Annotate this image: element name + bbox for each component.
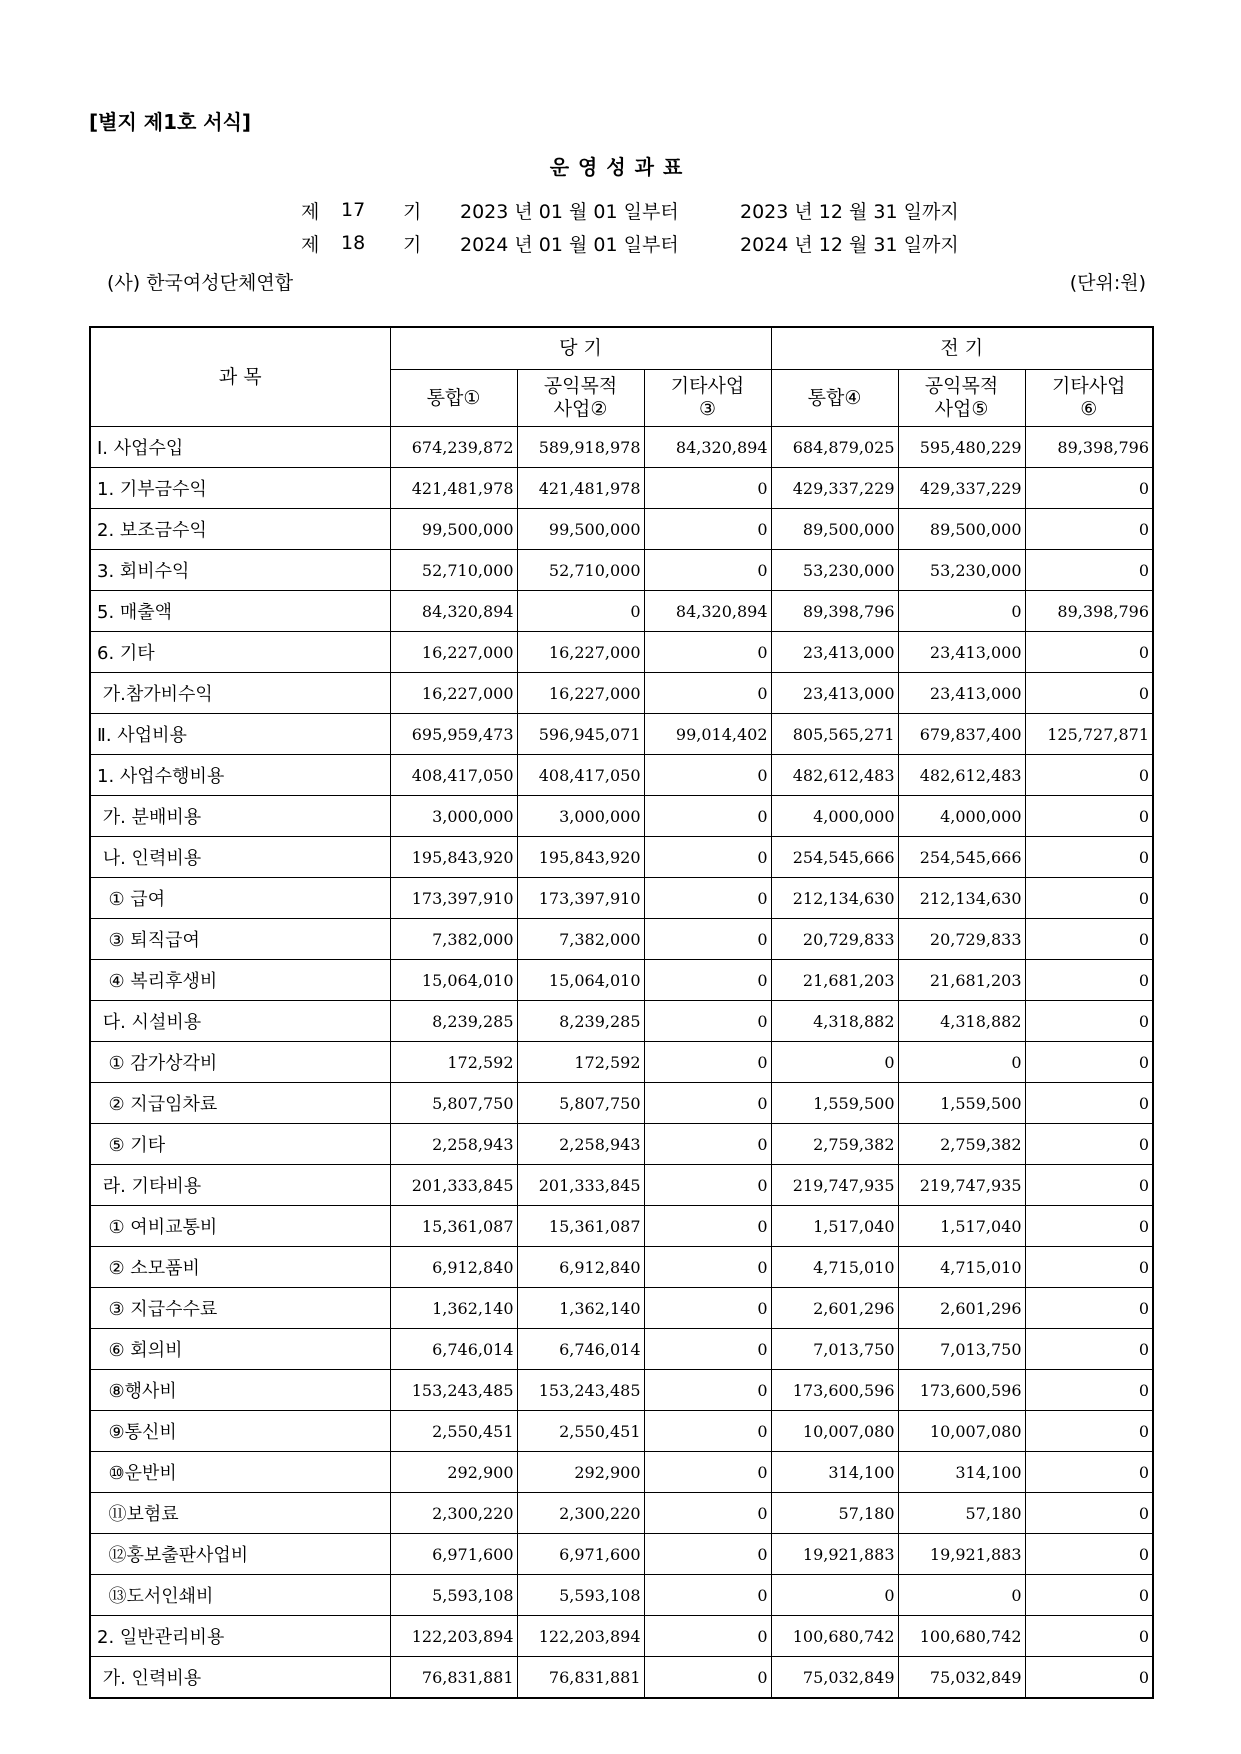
table-row <box>90 468 1153 509</box>
current-public-cell: 15,361,087 <box>517 1206 644 1247</box>
period-je: 제 <box>301 233 320 256</box>
operating-results-table <box>89 326 1154 1699</box>
previous-other-cell: 0 <box>1025 1370 1153 1411</box>
previous-total-cell: 254,545,666 <box>771 837 898 878</box>
current-total-cell: 6,746,014 <box>390 1329 517 1370</box>
previous-other-cell: 0 <box>1025 919 1153 960</box>
previous-total-header: 통합④ <box>771 370 898 427</box>
current-total-cell: 16,227,000 <box>390 632 517 673</box>
previous-total-cell: 4,715,010 <box>771 1247 898 1288</box>
current-other-cell: 0 <box>644 468 771 509</box>
previous-total-cell: 2,759,382 <box>771 1124 898 1165</box>
previous-other-cell: 0 <box>1025 1657 1153 1699</box>
previous-other-cell: 0 <box>1025 1124 1153 1165</box>
previous-other-cell: 0 <box>1025 755 1153 796</box>
header-line: 공익목적 <box>543 375 618 397</box>
previous-public-cell: 10,007,080 <box>898 1411 1025 1452</box>
row-label: ④ 복리후생비 <box>90 960 390 1001</box>
period-to: 2024 년 12 월 31 일까지 <box>740 233 959 256</box>
table-row <box>90 550 1153 591</box>
previous-public-cell: 23,413,000 <box>898 673 1025 714</box>
row-label: ⑥ 회의비 <box>90 1329 390 1370</box>
table-row <box>90 755 1153 796</box>
previous-public-cell: 429,337,229 <box>898 468 1025 509</box>
period-number: 18 <box>341 232 366 254</box>
previous-other-cell: 0 <box>1025 878 1153 919</box>
previous-total-cell: 212,134,630 <box>771 878 898 919</box>
current-public-cell: 16,227,000 <box>517 632 644 673</box>
header-line: 공익목적 <box>924 375 999 397</box>
header-line: 사업② <box>553 398 608 420</box>
current-public-cell: 3,000,000 <box>517 796 644 837</box>
row-label: 다. 시설비용 <box>90 1001 390 1042</box>
previous-total-cell: 21,681,203 <box>771 960 898 1001</box>
previous-public-cell: 7,013,750 <box>898 1329 1025 1370</box>
previous-public-cell: 53,230,000 <box>898 550 1025 591</box>
row-label: ③ 지급수수료 <box>90 1288 390 1329</box>
previous-public-cell: 75,032,849 <box>898 1657 1025 1699</box>
previous-public-cell: 4,000,000 <box>898 796 1025 837</box>
current-other-cell: 0 <box>644 673 771 714</box>
current-other-cell: 0 <box>644 1411 771 1452</box>
row-label: 6. 기타 <box>90 632 390 673</box>
current-other-cell: 0 <box>644 1534 771 1575</box>
current-public-cell: 5,593,108 <box>517 1575 644 1616</box>
previous-other-header <box>1025 370 1153 427</box>
previous-other-cell: 0 <box>1025 1247 1153 1288</box>
current-public-cell: 292,900 <box>517 1452 644 1493</box>
table-row <box>90 1083 1153 1124</box>
previous-total-cell: 684,879,025 <box>771 427 898 468</box>
current-other-cell: 0 <box>644 1083 771 1124</box>
previous-other-cell: 0 <box>1025 837 1153 878</box>
table-row <box>90 837 1153 878</box>
previous-public-cell: 100,680,742 <box>898 1616 1025 1657</box>
current-public-header <box>517 370 644 427</box>
row-label: ② 지급임차료 <box>90 1083 390 1124</box>
row-label: ⑧행사비 <box>90 1370 390 1411</box>
previous-total-cell: 10,007,080 <box>771 1411 898 1452</box>
table-row <box>90 632 1153 673</box>
period-je: 제 <box>301 200 320 223</box>
row-label: ⑫홍보출판사업비 <box>90 1534 390 1575</box>
current-public-cell: 99,500,000 <box>517 509 644 550</box>
previous-public-cell: 254,545,666 <box>898 837 1025 878</box>
previous-other-cell: 0 <box>1025 632 1153 673</box>
row-label: ⑤ 기타 <box>90 1124 390 1165</box>
current-total-cell: 172,592 <box>390 1042 517 1083</box>
previous-other-cell: 0 <box>1025 673 1153 714</box>
previous-public-cell: 20,729,833 <box>898 919 1025 960</box>
current-other-cell: 0 <box>644 755 771 796</box>
previous-public-cell: 4,318,882 <box>898 1001 1025 1042</box>
current-total-cell: 201,333,845 <box>390 1165 517 1206</box>
row-label: 라. 기타비용 <box>90 1165 390 1206</box>
table-row <box>90 1370 1153 1411</box>
form-label: [별지 제1호 서식] <box>89 110 252 134</box>
current-other-cell: 0 <box>644 1575 771 1616</box>
current-public-cell: 195,843,920 <box>517 837 644 878</box>
previous-other-cell: 0 <box>1025 1206 1153 1247</box>
current-total-cell: 8,239,285 <box>390 1001 517 1042</box>
current-public-cell: 2,258,943 <box>517 1124 644 1165</box>
period-gi: 기 <box>403 233 422 256</box>
period-from: 2023 년 01 월 01 일부터 <box>460 200 679 223</box>
period-gi: 기 <box>403 200 422 223</box>
table-row <box>90 673 1153 714</box>
table-row <box>90 796 1153 837</box>
current-other-cell: 0 <box>644 1288 771 1329</box>
row-label: ② 소모품비 <box>90 1247 390 1288</box>
period-from: 2024 년 01 월 01 일부터 <box>460 233 679 256</box>
current-total-cell: 5,807,750 <box>390 1083 517 1124</box>
previous-total-cell: 429,337,229 <box>771 468 898 509</box>
previous-other-cell: 0 <box>1025 1329 1153 1370</box>
table-row <box>90 1616 1153 1657</box>
previous-public-cell: 212,134,630 <box>898 878 1025 919</box>
current-public-cell: 1,362,140 <box>517 1288 644 1329</box>
current-public-cell: 16,227,000 <box>517 673 644 714</box>
current-public-cell: 201,333,845 <box>517 1165 644 1206</box>
current-other-cell: 0 <box>644 1493 771 1534</box>
current-total-cell: 52,710,000 <box>390 550 517 591</box>
previous-other-cell: 0 <box>1025 796 1153 837</box>
previous-other-cell: 0 <box>1025 960 1153 1001</box>
current-other-cell: 0 <box>644 1616 771 1657</box>
row-label: 가.참가비수익 <box>90 673 390 714</box>
current-public-cell: 2,300,220 <box>517 1493 644 1534</box>
current-total-cell: 7,382,000 <box>390 919 517 960</box>
previous-public-cell: 21,681,203 <box>898 960 1025 1001</box>
period-to: 2023 년 12 월 31 일까지 <box>740 200 959 223</box>
previous-other-cell: 0 <box>1025 1042 1153 1083</box>
previous-total-cell: 4,000,000 <box>771 796 898 837</box>
current-total-cell: 695,959,473 <box>390 714 517 755</box>
current-public-cell: 2,550,451 <box>517 1411 644 1452</box>
current-total-cell: 76,831,881 <box>390 1657 517 1699</box>
row-label: 2. 보조금수익 <box>90 509 390 550</box>
previous-period-header: 전 기 <box>771 327 1153 370</box>
previous-total-cell: 7,013,750 <box>771 1329 898 1370</box>
previous-public-cell: 482,612,483 <box>898 755 1025 796</box>
current-total-cell: 195,843,920 <box>390 837 517 878</box>
table-body <box>90 427 1153 1699</box>
header-line: ③ <box>698 398 717 420</box>
current-other-cell: 0 <box>644 1452 771 1493</box>
previous-other-cell: 0 <box>1025 1575 1153 1616</box>
row-label: ① 감가상각비 <box>90 1042 390 1083</box>
previous-other-cell: 89,398,796 <box>1025 591 1153 632</box>
previous-total-cell: 89,500,000 <box>771 509 898 550</box>
table-row <box>90 960 1153 1001</box>
header-line: 사업⑤ <box>934 398 989 420</box>
previous-other-cell: 89,398,796 <box>1025 427 1153 468</box>
current-public-cell: 5,807,750 <box>517 1083 644 1124</box>
current-public-cell: 0 <box>517 591 644 632</box>
table-row <box>90 1329 1153 1370</box>
current-other-cell: 0 <box>644 1124 771 1165</box>
previous-other-cell: 0 <box>1025 1288 1153 1329</box>
current-other-cell: 0 <box>644 1657 771 1699</box>
table-row <box>90 1288 1153 1329</box>
current-public-cell: 408,417,050 <box>517 755 644 796</box>
current-other-cell: 99,014,402 <box>644 714 771 755</box>
current-other-cell: 0 <box>644 509 771 550</box>
previous-other-cell: 0 <box>1025 1165 1153 1206</box>
previous-total-cell: 57,180 <box>771 1493 898 1534</box>
current-total-cell: 3,000,000 <box>390 796 517 837</box>
current-period-header: 당 기 <box>390 327 771 370</box>
row-label: ③ 퇴직급여 <box>90 919 390 960</box>
previous-other-cell: 0 <box>1025 468 1153 509</box>
previous-total-cell: 100,680,742 <box>771 1616 898 1657</box>
current-public-cell: 153,243,485 <box>517 1370 644 1411</box>
previous-total-cell: 4,318,882 <box>771 1001 898 1042</box>
current-other-cell: 0 <box>644 1329 771 1370</box>
current-total-cell: 5,593,108 <box>390 1575 517 1616</box>
previous-public-cell: 0 <box>898 1042 1025 1083</box>
row-label: 가. 분배비용 <box>90 796 390 837</box>
table-row <box>90 919 1153 960</box>
previous-public-cell: 19,921,883 <box>898 1534 1025 1575</box>
previous-public-cell: 173,600,596 <box>898 1370 1025 1411</box>
previous-other-cell: 0 <box>1025 1452 1153 1493</box>
current-other-cell: 0 <box>644 1165 771 1206</box>
previous-total-cell: 805,565,271 <box>771 714 898 755</box>
current-public-cell: 6,912,840 <box>517 1247 644 1288</box>
current-total-cell: 84,320,894 <box>390 591 517 632</box>
previous-total-cell: 0 <box>771 1575 898 1616</box>
current-other-header <box>644 370 771 427</box>
current-public-cell: 122,203,894 <box>517 1616 644 1657</box>
previous-total-cell: 23,413,000 <box>771 673 898 714</box>
previous-public-cell: 1,517,040 <box>898 1206 1025 1247</box>
current-public-cell: 76,831,881 <box>517 1657 644 1699</box>
current-total-cell: 421,481,978 <box>390 468 517 509</box>
row-label: 3. 회비수익 <box>90 550 390 591</box>
table-row <box>90 878 1153 919</box>
previous-total-cell: 20,729,833 <box>771 919 898 960</box>
current-public-cell: 596,945,071 <box>517 714 644 755</box>
previous-public-header <box>898 370 1025 427</box>
previous-public-cell: 1,559,500 <box>898 1083 1025 1124</box>
current-total-cell: 173,397,910 <box>390 878 517 919</box>
table-row <box>90 1534 1153 1575</box>
current-other-cell: 84,320,894 <box>644 591 771 632</box>
document-title: 운영성과표 <box>549 155 692 179</box>
current-public-cell: 172,592 <box>517 1042 644 1083</box>
previous-public-cell: 2,759,382 <box>898 1124 1025 1165</box>
current-public-cell: 6,971,600 <box>517 1534 644 1575</box>
current-total-cell: 292,900 <box>390 1452 517 1493</box>
current-public-cell: 173,397,910 <box>517 878 644 919</box>
previous-total-cell: 1,517,040 <box>771 1206 898 1247</box>
previous-other-cell: 0 <box>1025 1616 1153 1657</box>
row-label: 1. 사업수행비용 <box>90 755 390 796</box>
header-line: 기타사업 <box>1052 375 1126 397</box>
previous-total-cell: 0 <box>771 1042 898 1083</box>
current-public-cell: 52,710,000 <box>517 550 644 591</box>
table-row <box>90 1206 1153 1247</box>
current-other-cell: 0 <box>644 919 771 960</box>
current-total-cell: 16,227,000 <box>390 673 517 714</box>
previous-public-cell: 0 <box>898 1575 1025 1616</box>
current-total-cell: 408,417,050 <box>390 755 517 796</box>
table-row <box>90 1001 1153 1042</box>
current-total-cell: 2,550,451 <box>390 1411 517 1452</box>
previous-public-cell: 314,100 <box>898 1452 1025 1493</box>
current-other-cell: 0 <box>644 1001 771 1042</box>
current-other-cell: 84,320,894 <box>644 427 771 468</box>
row-label: ① 여비교통비 <box>90 1206 390 1247</box>
previous-public-cell: 89,500,000 <box>898 509 1025 550</box>
row-label: ⑪보험료 <box>90 1493 390 1534</box>
current-other-cell: 0 <box>644 878 771 919</box>
previous-public-cell: 57,180 <box>898 1493 1025 1534</box>
previous-total-cell: 53,230,000 <box>771 550 898 591</box>
previous-total-cell: 1,559,500 <box>771 1083 898 1124</box>
current-public-cell: 15,064,010 <box>517 960 644 1001</box>
current-other-cell: 0 <box>644 1206 771 1247</box>
current-total-cell: 15,361,087 <box>390 1206 517 1247</box>
current-other-cell: 0 <box>644 960 771 1001</box>
previous-total-cell: 2,601,296 <box>771 1288 898 1329</box>
previous-total-cell: 75,032,849 <box>771 1657 898 1699</box>
table-row <box>90 591 1153 632</box>
previous-other-cell: 0 <box>1025 550 1153 591</box>
header-line: ⑥ <box>1080 398 1098 420</box>
previous-public-cell: 679,837,400 <box>898 714 1025 755</box>
table-row <box>90 1165 1153 1206</box>
table-row <box>90 1493 1153 1534</box>
table-row <box>90 1124 1153 1165</box>
current-total-cell: 153,243,485 <box>390 1370 517 1411</box>
organization-name: (사) 한국여성단체연합 <box>107 272 294 294</box>
unit-label: (단위:원) <box>1069 272 1146 294</box>
period-number: 17 <box>341 199 366 221</box>
row-label: 나. 인력비용 <box>90 837 390 878</box>
current-total-cell: 6,912,840 <box>390 1247 517 1288</box>
table-row <box>90 714 1153 755</box>
current-total-cell: 2,300,220 <box>390 1493 517 1534</box>
row-label: 가. 인력비용 <box>90 1657 390 1699</box>
previous-other-cell: 0 <box>1025 1001 1153 1042</box>
table-row <box>90 1575 1153 1616</box>
previous-other-cell: 0 <box>1025 1083 1153 1124</box>
current-other-cell: 0 <box>644 1042 771 1083</box>
current-public-cell: 7,382,000 <box>517 919 644 960</box>
current-other-cell: 0 <box>644 550 771 591</box>
previous-total-cell: 219,747,935 <box>771 1165 898 1206</box>
previous-public-cell: 595,480,229 <box>898 427 1025 468</box>
current-total-cell: 15,064,010 <box>390 960 517 1001</box>
previous-other-cell: 0 <box>1025 1411 1153 1452</box>
current-total-cell: 6,971,600 <box>390 1534 517 1575</box>
previous-public-cell: 23,413,000 <box>898 632 1025 673</box>
previous-other-cell: 125,727,871 <box>1025 714 1153 755</box>
previous-other-cell: 0 <box>1025 509 1153 550</box>
current-other-cell: 0 <box>644 632 771 673</box>
row-label: ① 급여 <box>90 878 390 919</box>
previous-total-cell: 19,921,883 <box>771 1534 898 1575</box>
row-label: ⑨통신비 <box>90 1411 390 1452</box>
previous-total-cell: 482,612,483 <box>771 755 898 796</box>
row-label: Ⅱ. 사업비용 <box>90 714 390 755</box>
current-total-cell: 674,239,872 <box>390 427 517 468</box>
current-total-header: 통합① <box>390 370 517 427</box>
row-label: ⑩운반비 <box>90 1452 390 1493</box>
row-label: ⑬도서인쇄비 <box>90 1575 390 1616</box>
previous-total-cell: 173,600,596 <box>771 1370 898 1411</box>
subject-header: 과 목 <box>90 327 390 427</box>
current-total-cell: 122,203,894 <box>390 1616 517 1657</box>
current-other-cell: 0 <box>644 837 771 878</box>
row-label: Ⅰ. 사업수입 <box>90 427 390 468</box>
previous-other-cell: 0 <box>1025 1493 1153 1534</box>
header-line: 기타사업 <box>670 375 745 397</box>
table-row <box>90 427 1153 468</box>
current-public-cell: 421,481,978 <box>517 468 644 509</box>
current-total-cell: 2,258,943 <box>390 1124 517 1165</box>
current-other-cell: 0 <box>644 1370 771 1411</box>
previous-total-cell: 314,100 <box>771 1452 898 1493</box>
previous-public-cell: 0 <box>898 591 1025 632</box>
current-total-cell: 1,362,140 <box>390 1288 517 1329</box>
previous-public-cell: 2,601,296 <box>898 1288 1025 1329</box>
current-public-cell: 589,918,978 <box>517 427 644 468</box>
previous-total-cell: 89,398,796 <box>771 591 898 632</box>
current-public-cell: 6,746,014 <box>517 1329 644 1370</box>
previous-total-cell: 23,413,000 <box>771 632 898 673</box>
previous-public-cell: 4,715,010 <box>898 1247 1025 1288</box>
row-label: 2. 일반관리비용 <box>90 1616 390 1657</box>
row-label: 1. 기부금수익 <box>90 468 390 509</box>
previous-other-cell: 0 <box>1025 1534 1153 1575</box>
table-row <box>90 509 1153 550</box>
table-row <box>90 1657 1153 1699</box>
table-row <box>90 1247 1153 1288</box>
table-row <box>90 1452 1153 1493</box>
row-label: 5. 매출액 <box>90 591 390 632</box>
previous-public-cell: 219,747,935 <box>898 1165 1025 1206</box>
current-total-cell: 99,500,000 <box>390 509 517 550</box>
current-other-cell: 0 <box>644 796 771 837</box>
current-other-cell: 0 <box>644 1247 771 1288</box>
table-row <box>90 1042 1153 1083</box>
table-row <box>90 1411 1153 1452</box>
current-public-cell: 8,239,285 <box>517 1001 644 1042</box>
